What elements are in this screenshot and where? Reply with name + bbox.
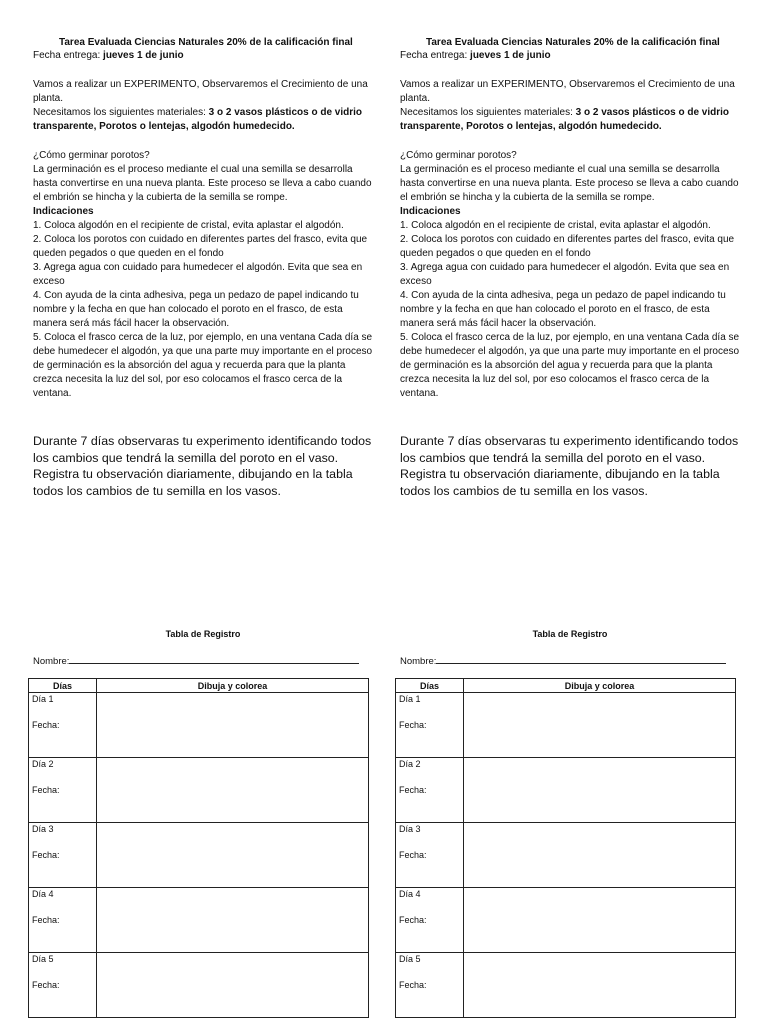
steps-list (400, 219, 740, 401)
table-row (29, 758, 369, 823)
question: ¿Cómo germinar porotos? (33, 150, 150, 161)
intro-text: Vamos a realizar un EXPERIMENTO, Observaremos el Crecimiento de una planta. Necesitamos los siguientes materiales: 3 o 2 vasos plásticos o de vidrio transparente, Porotos o lentejas, algodón humedecido. (400, 78, 740, 134)
instructions (33, 149, 373, 401)
instructions (400, 149, 740, 401)
worksheet-header (400, 36, 740, 62)
day-label: Día 5 (32, 954, 54, 964)
step-item: 4. Con ayuda de la cinta adhesiva, pega un pedazo de papel indicando tu nombre y la fecha en que han colocado el poroto en el frasco, de esta manera será más fácil hacer la observación. (400, 290, 726, 329)
due-date: Fecha entrega: jueves 1 de junio (33, 50, 184, 61)
day-cell (29, 823, 97, 888)
table-row (396, 953, 736, 1018)
table-row (396, 888, 736, 953)
step-item: 3. Agrega agua con cuidado para humedecer el algodón. Evita que sea en exceso (33, 262, 363, 287)
day-cell (29, 953, 97, 1018)
table-row (29, 953, 369, 1018)
step-item: 1. Coloca algodón en el recipiente de cristal, evita aplastar el algodón. (33, 220, 344, 231)
step-item: 5. Coloca el frasco cerca de la luz, por ejemplo, en una ventana Cada día se debe humedecer el algodón, ya que una parte muy importante en el proceso de germinación es la absorción del agua y recuerda para que la planta crezca necesita la luz del sol, por eso colocamos el frasco cerca de la ventana. (400, 332, 740, 399)
drawing-area[interactable] (97, 888, 369, 953)
explanation: La germinación es el proceso mediante el cual una semilla se desarrolla hasta convertirse en una nueva planta. Este proceso se lleva a cabo cuando el embrión se hincha y la cubierta de la semilla se rompe. (400, 164, 739, 203)
name-line[interactable] (436, 654, 726, 664)
indications-heading: Indicaciones (33, 206, 94, 217)
observation-paragraph: Durante 7 días observaras tu experimento identificando todos los cambios que tendrá la semilla del poroto en el vaso. Registra tu observación diariamente, dibujando en la tabla todos los cambios de tu semilla en los vasos. (33, 434, 372, 498)
drawing-area[interactable] (464, 758, 736, 823)
materials: Necesitamos los siguientes materiales: 3 o 2 vasos plásticos o de vidrio transparente, Porotos o lentejas, algodón humedecido. (400, 107, 730, 132)
question: ¿Cómo germinar porotos? (400, 150, 517, 161)
header-draw: Dibuja y colorea (464, 679, 736, 693)
record-table (395, 678, 736, 1018)
day-label: Día 3 (399, 824, 421, 834)
drawing-area[interactable] (97, 693, 369, 758)
day-cell (396, 758, 464, 823)
worksheet-header (33, 36, 373, 62)
header-days: Días (396, 679, 464, 693)
assignment-title: Tarea Evaluada Ciencias Naturales 20% de la calificación final (59, 37, 353, 48)
drawing-area[interactable] (464, 823, 736, 888)
day-label: Día 1 (399, 694, 421, 704)
drawing-area[interactable] (464, 888, 736, 953)
day-label: Día 4 (399, 889, 421, 899)
date-label: Fecha: (399, 980, 427, 990)
table-row (396, 823, 736, 888)
table-title: Tabla de Registro (532, 629, 608, 639)
date-label: Fecha: (399, 915, 427, 925)
name-field[interactable]: Nombre: (400, 654, 740, 667)
table-row (396, 693, 736, 758)
step-item: 2. Coloca los porotos con cuidado en diferentes partes del frasco, evita que queden pegados o que queden en el fondo (33, 234, 368, 259)
date-label: Fecha: (399, 720, 427, 730)
drawing-area[interactable] (464, 693, 736, 758)
date-label: Fecha: (32, 785, 60, 795)
day-cell (396, 888, 464, 953)
explanation: La germinación es el proceso mediante el cual una semilla se desarrolla hasta convertirse en una nueva planta. Este proceso se lleva a cabo cuando el embrión se hincha y la cubierta de la semilla se rompe. (33, 164, 372, 203)
date-label: Fecha: (32, 720, 60, 730)
materials: Necesitamos los siguientes materiales: 3 o 2 vasos plásticos o de vidrio transparente, Porotos o lentejas, algodón humedecido. (33, 107, 363, 132)
header-days: Días (29, 679, 97, 693)
due-date: Fecha entrega: jueves 1 de junio (400, 50, 551, 61)
record-table (28, 678, 369, 1018)
day-cell (396, 693, 464, 758)
name-line[interactable] (69, 654, 359, 664)
day-cell (396, 953, 464, 1018)
name-field[interactable]: Nombre: (33, 654, 373, 667)
indications-heading: Indicaciones (400, 206, 461, 217)
day-label: Día 2 (32, 759, 54, 769)
day-cell (29, 888, 97, 953)
date-label: Fecha: (32, 980, 60, 990)
date-label: Fecha: (399, 785, 427, 795)
intro-text: Vamos a realizar un EXPERIMENTO, Observaremos el Crecimiento de una planta. Necesitamos los siguientes materiales: 3 o 2 vasos plásticos o de vidrio transparente, Porotos o lentejas, algodón humedecido. (33, 78, 373, 134)
day-label: Día 4 (32, 889, 54, 899)
table-row (29, 888, 369, 953)
day-cell (29, 758, 97, 823)
drawing-area[interactable] (97, 823, 369, 888)
header-draw: Dibuja y colorea (97, 679, 369, 693)
date-label: Fecha: (399, 850, 427, 860)
day-cell (29, 693, 97, 758)
drawing-area[interactable] (97, 758, 369, 823)
table-row (29, 823, 369, 888)
step-item: 1. Coloca algodón en el recipiente de cristal, evita aplastar el algodón. (400, 220, 711, 231)
date-label: Fecha: (32, 850, 60, 860)
assignment-title: Tarea Evaluada Ciencias Naturales 20% de la calificación final (426, 37, 720, 48)
drawing-area[interactable] (464, 953, 736, 1018)
day-cell (396, 823, 464, 888)
drawing-area[interactable] (97, 953, 369, 1018)
step-item: 4. Con ayuda de la cinta adhesiva, pega un pedazo de papel indicando tu nombre y la fecha en que han colocado el poroto en el frasco, de esta manera será más fácil hacer la observación. (33, 290, 359, 329)
day-label: Día 5 (399, 954, 421, 964)
date-label: Fecha: (32, 915, 60, 925)
steps-list (33, 219, 373, 401)
table-title: Tabla de Registro (165, 629, 241, 639)
day-label: Día 2 (399, 759, 421, 769)
step-item: 3. Agrega agua con cuidado para humedecer el algodón. Evita que sea en exceso (400, 262, 730, 287)
day-label: Día 3 (32, 824, 54, 834)
table-row (396, 758, 736, 823)
day-label: Día 1 (32, 694, 54, 704)
step-item: 5. Coloca el frasco cerca de la luz, por ejemplo, en una ventana Cada día se debe humedecer el algodón, ya que una parte muy importante en el proceso de germinación es la absorción del agua y recuerda para que la planta crezca necesita la luz del sol, por eso colocamos el frasco cerca de la ventana. (33, 332, 373, 399)
observation-paragraph: Durante 7 días observaras tu experimento identificando todos los cambios que tendrá la semilla del poroto en el vaso. Registra tu observación diariamente, dibujando en la tabla todos los cambios de tu semilla en los vasos. (400, 434, 739, 498)
table-row (29, 693, 369, 758)
step-item: 2. Coloca los porotos con cuidado en diferentes partes del frasco, evita que queden pegados o que queden en el fondo (400, 234, 735, 259)
